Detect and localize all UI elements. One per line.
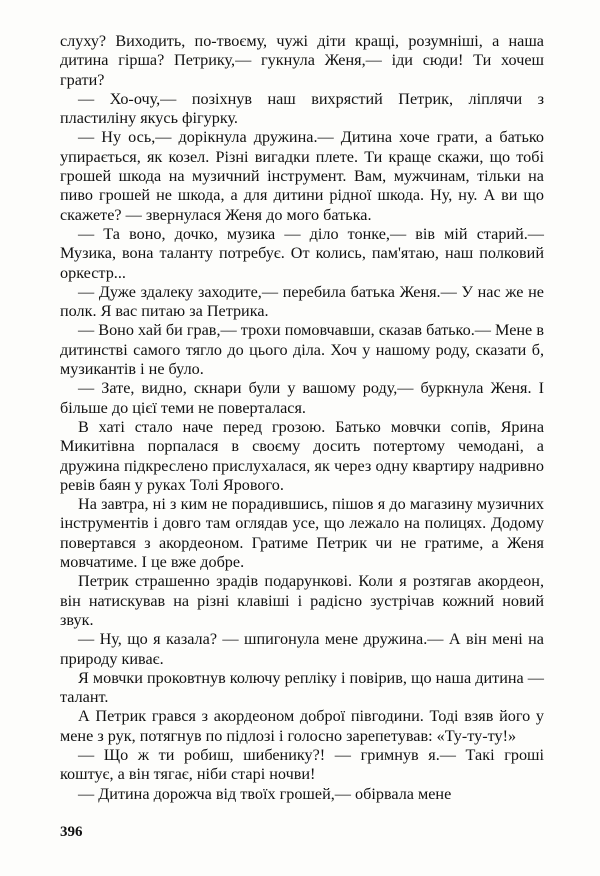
paragraph: На завтра, ні з ким не порадившись, пішов я до магазину музичних інструментів і довго там оглядав усе, що лежало на полицях. Додому повертався з акордеоном. Гратиме Петрик чи не гратиме, а Женя мовчатиме. І це вже добре. <box>60 495 544 572</box>
page-number: 396 <box>60 824 83 840</box>
paragraph: — Та воно, дочко, музика — діло тонке,— вів мій старий.— Музика, вона таланту потребує. От колись, пам'ятаю, наш полковий оркестр... <box>60 224 544 282</box>
paragraph: Петрик страшенно зрадів подарункові. Коли я розтягав акордеон, він натискував на різні клавіші і радісно зустрічав кожний новий звук. <box>60 572 544 629</box>
paragraph: — Воно хай би грав,— трохи помовчавши, сказав батько.— Мене в дитинстві самого тягло до цього діла. Хоч у нашому роду, сказати б, музикантів і не було. <box>60 321 544 379</box>
paragraph: — Ну ось,— дорікнула дружина.— Дитина хоче грати, а батько упирається, як козел. Різні вигадки плете. Ти краще скажи, що тобі грошей шкода на музичний інструмент. Вам, мужчинам, тільки на пиво грошей не шкода, а для дитини рідної шкода. Ну, ну. А ви що скажете? — звернулася Женя до мого батька. <box>60 128 544 224</box>
paragraph: — Хо-очу,— позіхнув наш вихрястий Петрик, ліплячи з пластиліну якусь фігурку. <box>60 89 544 128</box>
paragraph: — Що ж ти робиш, шибенику?! — гримнув я.— Такі гроші коштує, а він тягає, ніби старі ночви! <box>60 745 544 784</box>
paragraph: — Дитина дорожча від твоїх грошей,— обірвала мене <box>78 784 452 803</box>
paragraph: — Ну, що я казала? — шпигонула мене дружина.— А він мені на природу киває. <box>60 630 544 668</box>
paragraph: — Зате, видно, скнари були у вашому роду,— буркнула Женя. І більше до цієї теми не поверталася. <box>60 379 544 417</box>
paragraph: В хаті стало наче перед грозою. Батько мовчки сопів, Ярина Микитівна порпалася в своєму досить потертому чемодані, а дружина підкреслено прислухалася, як через одну квартиру надривно ревів баян у руках Толі Ярового. <box>60 417 544 494</box>
paragraph: — Дуже здалеку заходите,— перебила батька Женя.— У нас же не полк. Я вас питаю за Петрика. <box>60 282 544 321</box>
paragraph: слуху? Виходить, по-твоєму, чужі діти кращі, розумніші, а наша дитина гірша? Петрику,— гукнула Женя,— іди сюди! Ти хочеш грати? <box>60 32 544 89</box>
body-text <box>60 32 544 804</box>
paragraph: А Петрик грався з акордеоном доброї півгодини. Тоді взяв його у мене з рук, потягнув по підлозі і голосно зарепетував: «Ту-ту-ту!» <box>60 707 544 745</box>
paragraph: Я мовчки проковтнув колючу репліку і повірив, що наша дитина — талант. <box>60 668 544 707</box>
